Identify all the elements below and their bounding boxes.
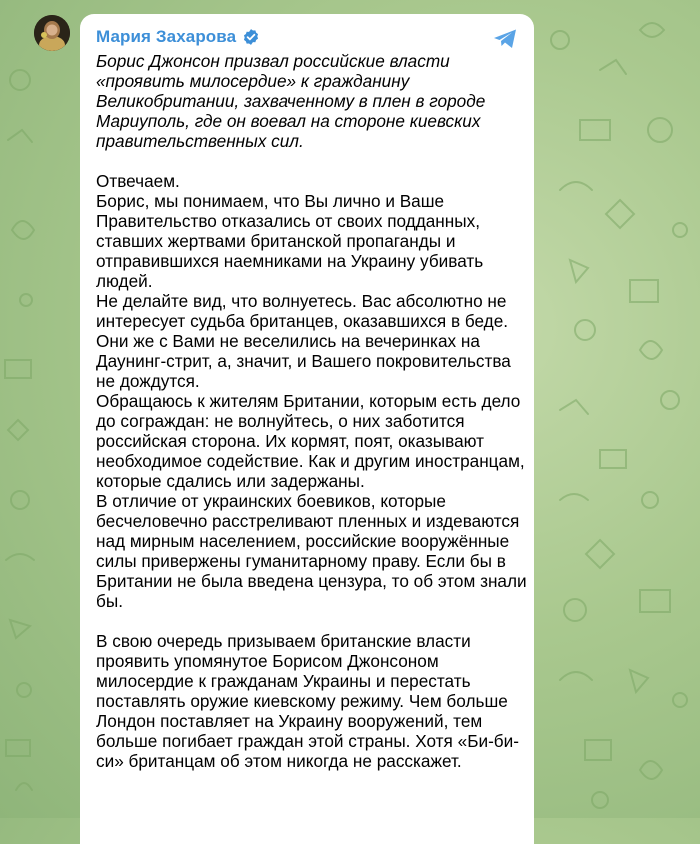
- message-paragraph: Отвечаем.: [96, 171, 180, 191]
- share-icon[interactable]: [492, 28, 518, 50]
- message-bubble: [80, 14, 534, 844]
- message-paragraph: В отличие от украинских боевиков, которые бесчеловечно расстреливают пленных и издеваются над мирным населением, российские вооружённые силы привержены гуманитарному праву. Если бы в Британии не была введена цензура, то об этом знали бы.: [96, 491, 532, 611]
- avatar-portrait-icon: [34, 15, 70, 51]
- message-text: [96, 51, 532, 771]
- paragraph-gap: [96, 611, 528, 631]
- quoted-statement: Борис Джонсон призвал российские власти «проявить милосердие» к гражданину Великобритании, захваченному в плен в городе Мариуполь, где он воевал на стороне киевских правительственных сил.: [96, 51, 491, 151]
- verified-badge-icon: [242, 28, 260, 46]
- author-avatar[interactable]: [34, 15, 70, 51]
- message-paragraph: В свою очередь призываем британские власти проявить упомянутое Борисом Джонсоном милосердие к гражданам Украины и перестать поставлять оружие киевскому режиму. Чем больше Лондон поставляет на Украину вооружений, тем больше погибает граждан этой страны. Хотя «Би-би-си» британцам об этом никогда не расскажет.: [96, 631, 519, 771]
- message-paragraph: Обращаюсь к жителям Британии, которым есть дело до сограждан: не волнуйтесь, о них заботится российская сторона. Их кормят, поят, оказывают необходимое содействие. Как и другим иностранцам, которые сдались или задержаны.: [96, 391, 530, 491]
- message-header: [96, 25, 534, 49]
- message-paragraph: Не делайте вид, что волнуетесь. Вас абсолютно не интересует судьба британцев, оказавшихся в беде. Они же с Вами не веселились на вечеринках на Даунинг-стрит, а, значит, и Вашего покровительства не дождутся.: [96, 291, 516, 391]
- author-name[interactable]: Мария Захарова: [96, 27, 237, 46]
- message-paragraph: Борис, мы понимаем, что Вы лично и Ваше Правительство отказались от своих подданных, ставших жертвами британской пропаганды и отправившихся наемниками на Украину убивать людей.: [96, 191, 489, 291]
- paragraph-gap: [96, 151, 528, 171]
